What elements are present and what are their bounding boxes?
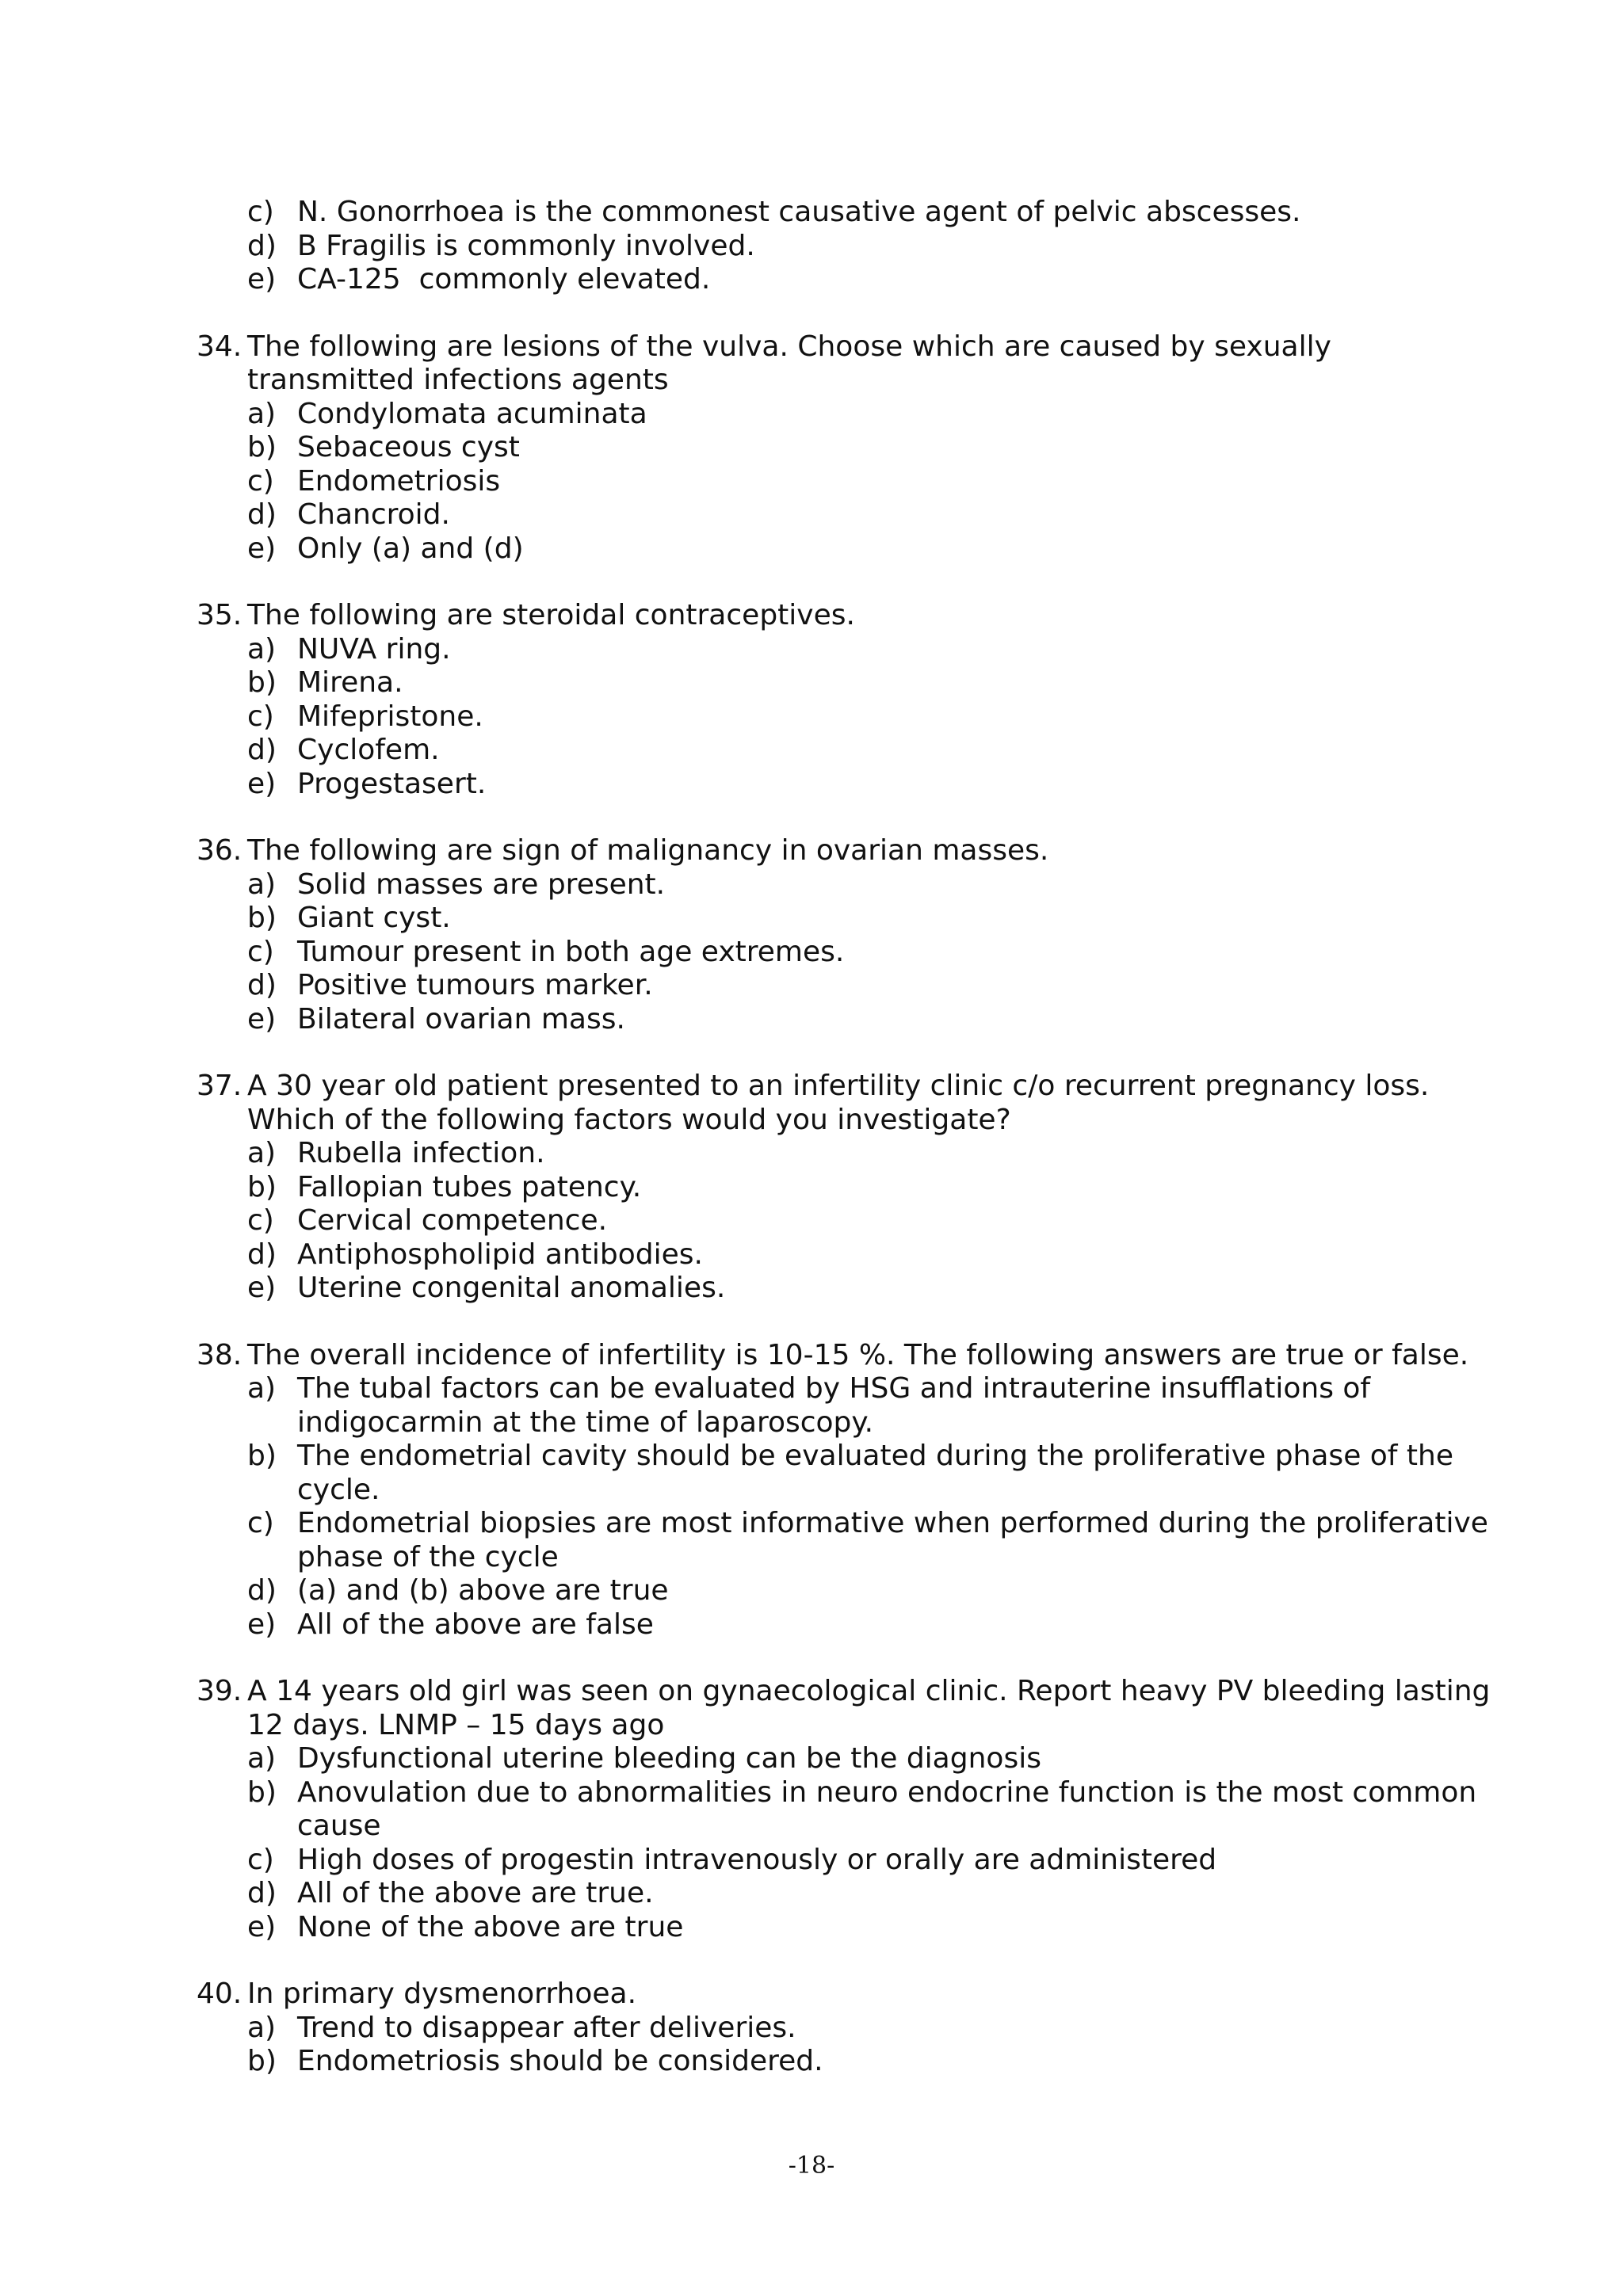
question-number: 35. xyxy=(197,599,242,631)
option-text: Cervical competence. xyxy=(297,1204,608,1237)
option-text: Uterine congenital anomalies. xyxy=(297,1272,726,1304)
option-text: Mifepristone. xyxy=(297,700,483,733)
option-label: c) xyxy=(247,1843,274,1876)
option-label: a) xyxy=(247,1742,277,1775)
option-text: Bilateral ovarian mass. xyxy=(297,1002,625,1035)
question-37 xyxy=(0,1070,1623,1306)
option xyxy=(0,1171,1623,1205)
option-text: The tubal factors can be evaluated by HSG and intrauterine insufflations of indigocarmin at the time of laparoscopy. xyxy=(297,1372,1380,1439)
option-label: d) xyxy=(247,969,277,1001)
option xyxy=(0,666,1623,700)
question-39 xyxy=(0,1675,1623,1944)
option-text: Dysfunctional uterine bleeding can be the diagnosis xyxy=(297,1742,1041,1775)
option xyxy=(0,1003,1623,1037)
option xyxy=(0,398,1623,432)
option xyxy=(0,902,1623,936)
option-text: CA-125 commonly elevated. xyxy=(297,263,711,296)
question-stem xyxy=(0,1070,1623,1137)
question-stem xyxy=(0,834,1623,868)
option-text: Antiphospholipid antibodies. xyxy=(297,1238,703,1271)
option-text: The endometrial cavity should be evaluated during the proliferative phase of the cycle. xyxy=(297,1440,1463,1506)
option-label: c) xyxy=(247,1204,274,1237)
question-text: A 30 year old patient presented to an infertility clinic c/o recurrent pregnancy loss. Which of the following factors would you investigate? xyxy=(247,1070,1438,1136)
option-text: Solid masses are present. xyxy=(297,868,666,901)
option-label: b) xyxy=(247,1440,277,1472)
option-label: b) xyxy=(247,1775,277,1809)
option xyxy=(0,1608,1623,1642)
option-text: Anovulation due to abnormalities in neuro endocrine function is the most common cause xyxy=(297,1775,1486,1842)
option xyxy=(0,1877,1623,1911)
option-label: d) xyxy=(247,498,277,531)
option-label: d) xyxy=(247,734,277,766)
option xyxy=(0,263,1623,297)
option xyxy=(0,768,1623,802)
option-text: NUVA ring. xyxy=(297,632,451,666)
option-label: e) xyxy=(247,532,277,565)
option-text: Fallopian tubes patency. xyxy=(297,1170,642,1203)
option-text: Tumour present in both age extremes. xyxy=(297,935,845,968)
option-label: e) xyxy=(247,1608,277,1641)
option-text: Chancroid. xyxy=(297,498,450,531)
option xyxy=(0,1272,1623,1306)
option xyxy=(0,1507,1623,1574)
option-text: Positive tumours marker. xyxy=(297,969,653,1001)
option xyxy=(0,532,1623,566)
question-stem xyxy=(0,1339,1623,1373)
question-text: The following are sign of malignancy in ovarian masses. xyxy=(247,834,1049,867)
option xyxy=(0,498,1623,532)
option-label: d) xyxy=(247,229,277,262)
option-label: b) xyxy=(247,431,277,463)
option-label: e) xyxy=(247,1002,277,1035)
option-text: Only (a) and (d) xyxy=(297,532,524,565)
question-stem xyxy=(0,1675,1623,1742)
question-list xyxy=(0,196,1623,2112)
option xyxy=(0,1204,1623,1238)
option-text: Endometrial biopsies are most informative when performed during the proliferative phase of the cycle xyxy=(297,1507,1498,1573)
question-number: 34. xyxy=(197,330,242,363)
question-stem xyxy=(0,1978,1623,2012)
option-label: e) xyxy=(247,767,277,800)
option-text: Giant cyst. xyxy=(297,902,451,934)
option-label: a) xyxy=(247,2011,277,2044)
option-text: All of the above are true. xyxy=(297,1877,654,1909)
option-label: a) xyxy=(247,1372,277,1405)
option xyxy=(0,230,1623,264)
question-36 xyxy=(0,834,1623,1036)
option-label: c) xyxy=(247,700,274,733)
option-text: High doses of progestin intravenously or orally are administered xyxy=(297,1843,1217,1876)
option-label: c) xyxy=(247,935,274,968)
option-label: c) xyxy=(247,196,274,228)
option-label: b) xyxy=(247,902,277,934)
option xyxy=(0,1776,1623,1844)
option-label: a) xyxy=(247,397,277,430)
option-label: b) xyxy=(247,2045,277,2077)
option-text: Trend to disappear after deliveries. xyxy=(297,2011,796,2044)
option xyxy=(0,1137,1623,1171)
option xyxy=(0,969,1623,1003)
option-text: (a) and (b) above are true xyxy=(297,1574,669,1607)
option xyxy=(0,1440,1623,1507)
option-label: c) xyxy=(247,1507,274,1539)
question-40 xyxy=(0,1978,1623,2079)
option-text: Mirena. xyxy=(297,666,403,699)
question-number: 37. xyxy=(197,1070,242,1102)
question-35 xyxy=(0,599,1623,801)
question-fragment xyxy=(0,196,1623,297)
question-38 xyxy=(0,1339,1623,1642)
option xyxy=(0,868,1623,902)
question-number: 36. xyxy=(197,834,242,867)
option-label: a) xyxy=(247,868,277,901)
option-label: e) xyxy=(247,263,277,296)
option-label: a) xyxy=(247,632,277,666)
option xyxy=(0,431,1623,465)
option xyxy=(0,936,1623,970)
page-number: -18- xyxy=(788,2152,835,2180)
question-text: In primary dysmenorrhoea. xyxy=(247,1978,637,2010)
question-34 xyxy=(0,330,1623,566)
option xyxy=(0,734,1623,768)
option-label: d) xyxy=(247,1574,277,1607)
option-label: e) xyxy=(247,1272,277,1304)
question-text: A 14 years old girl was seen on gynaecological clinic. Report heavy PV bleeding lasting 12 days. LNMP – 15 days ago xyxy=(247,1675,1499,1741)
option-label: e) xyxy=(247,1910,277,1943)
option-text: Rubella infection. xyxy=(297,1137,545,1169)
option-label: b) xyxy=(247,1170,277,1203)
option-text: Progestasert. xyxy=(297,767,487,800)
option xyxy=(0,1911,1623,1945)
option xyxy=(0,196,1623,230)
option xyxy=(0,2012,1623,2046)
option-label: d) xyxy=(247,1877,277,1909)
option xyxy=(0,1742,1623,1776)
option-text: N. Gonorrhoea is the commonest causative agent of pelvic abscesses. xyxy=(297,196,1301,228)
option xyxy=(0,1844,1623,1878)
question-stem xyxy=(0,330,1623,398)
option-text: Endometriosis xyxy=(297,464,501,498)
option xyxy=(0,1574,1623,1608)
option xyxy=(0,2045,1623,2079)
question-text: The following are steroidal contraceptives. xyxy=(247,599,855,631)
question-number: 39. xyxy=(197,1675,242,1707)
option-label: b) xyxy=(247,666,277,699)
question-number: 38. xyxy=(197,1338,242,1371)
question-text: The following are lesions of the vulva. Choose which are caused by sexually transmitted infections agents xyxy=(247,330,1341,396)
option xyxy=(0,1238,1623,1272)
option-label: d) xyxy=(247,1238,277,1271)
option xyxy=(0,633,1623,667)
option-label: c) xyxy=(247,464,274,498)
option-text: None of the above are true xyxy=(297,1910,684,1943)
option-text: B Fragilis is commonly involved. xyxy=(297,229,755,262)
option-label: a) xyxy=(247,1137,277,1169)
question-number: 40. xyxy=(197,1978,242,2010)
question-text: The overall incidence of infertility is 10-15 %. The following answers are true or false. xyxy=(247,1338,1469,1371)
option-text: Sebaceous cyst xyxy=(297,431,520,463)
option xyxy=(0,465,1623,499)
option-text: Endometriosis should be considered. xyxy=(297,2045,823,2077)
question-stem xyxy=(0,599,1623,633)
option xyxy=(0,1372,1623,1440)
option-text: Cyclofem. xyxy=(297,734,440,766)
option xyxy=(0,700,1623,734)
option-text: Condylomata acuminata xyxy=(297,397,647,430)
option-text: All of the above are false xyxy=(297,1608,654,1641)
